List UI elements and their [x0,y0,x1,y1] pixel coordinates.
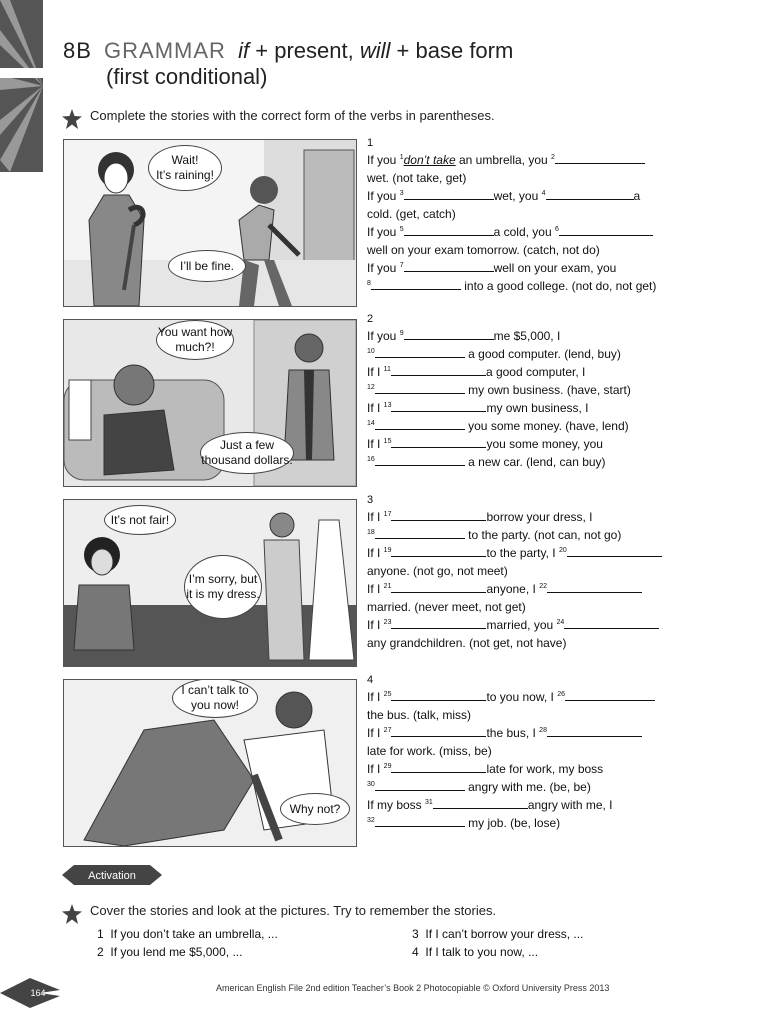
story-line: $^{16}$ a new car. (lend, can buy) [367,455,606,469]
speech-bubble [104,505,176,535]
story-line: $^8$ into a good college. (not do, not get) [367,279,657,293]
page-number-badge [0,978,60,1008]
corner-burst-decoration [0,0,43,172]
answer-blank[interactable] [565,688,655,701]
answer-blank[interactable] [375,345,465,358]
story-line: wet. (not take, get) [367,171,467,185]
instruction-a: Complete the stories with the correct form of the verbs in parentheses. [90,108,495,123]
star-b-icon [62,904,82,924]
grammar-label: GRAMMAR [104,38,226,63]
answer-blank[interactable] [375,417,465,430]
answer-blank[interactable] [391,508,486,521]
page-title [63,38,513,90]
bubble-text: Wait! It’s raining! [156,153,214,182]
story-line: If you $^9$ me $5,000, I [367,329,561,343]
story-line: $^{30}$ angry with me. (be, be) [367,780,591,794]
story-line: If I $^{15}$ you some money, you [367,437,603,451]
recall-item: 1 If you don’t take an umbrella, ... [97,927,278,941]
speech-bubble [148,145,222,191]
story-line: $^{32}$ my job. (be, lose) [367,816,561,830]
answer-blank[interactable] [391,363,486,376]
answer-blank[interactable] [391,544,486,557]
story-line: If I $^{11}$ a good computer, I [367,365,586,379]
story-line: well on your exam tomorrow. (catch, not do) [367,243,600,257]
bubble-text: It’s not fair! [110,512,170,527]
story-line: $^{10}$ a good computer. (lend, buy) [367,347,621,361]
bubble-text: You want how much?! [157,325,233,354]
answer-blank[interactable] [391,580,486,593]
bubble-text: I’ll be fine. [179,258,235,273]
picture-panel-2 [63,319,357,487]
speech-bubble [168,250,246,282]
story-line: If I $^{29}$ late for work, my boss [367,762,604,776]
answer-blank[interactable] [404,327,494,340]
story-line: If I $^{27}$ the bus, I $^{28}$ [367,724,697,742]
section-number: 8B [63,38,92,63]
story-line: If I $^{17}$ borrow your dress, I [367,510,593,524]
recall-item: 2 If you lend me $5,000, ... [97,945,243,959]
answer-blank[interactable] [375,526,465,539]
story-line: any grandchildren. (not get, not have) [367,636,567,650]
example-answer: don’t take [403,153,456,167]
story-line: anyone. (not go, not meet) [367,564,508,578]
answer-blank[interactable] [391,724,486,737]
activation-banner [62,865,162,885]
story-2 [367,313,697,471]
answer-blank[interactable] [391,760,486,773]
story-number: 3 [367,494,374,506]
story-line: $^{14}$ you some money. (have, lend) [367,419,629,433]
answer-blank[interactable] [391,688,486,701]
speech-bubble [184,555,262,619]
answer-blank[interactable] [546,187,634,200]
story-line: If you $^5$ a cold, you $^6$ [367,223,697,241]
story-line: If you $^3$ wet, you $^4$ a [367,189,641,203]
bubble-text: I’m sorry, but it is my dress. [186,572,260,601]
page-subtitle: (first conditional) [106,64,268,89]
bubble-text: Just a few thousand dollars. [201,438,293,467]
story-4 [367,674,697,832]
answer-blank[interactable] [433,796,528,809]
story-1 [367,137,697,295]
answer-blank[interactable] [391,616,486,629]
answer-blank[interactable] [391,435,486,448]
picture-panel-1 [63,139,357,307]
topic-if: if [238,38,250,63]
answer-blank[interactable] [404,223,494,236]
picture-panel-3 [63,499,357,667]
recall-item: 3 If I can’t borrow your dress, ... [412,927,584,941]
story-line: If I $^{23}$ married, you $^{24}$ [367,616,697,634]
answer-blank[interactable] [559,223,653,236]
topic-will: will [359,38,391,63]
answer-blank[interactable] [391,399,486,412]
star-a-icon [62,109,82,129]
story-line: $^{12}$ my own business. (have, start) [367,383,631,397]
story-line: If I $^{25}$ to you now, I $^{26}$ [367,688,697,706]
answer-blank[interactable] [375,381,465,394]
page-number: 164 [30,988,46,998]
answer-blank[interactable] [375,778,465,791]
footer-copyright: American English File 2nd edition Teacher’s Book 2 Photocopiable © Oxford University Press 2013 [216,983,610,993]
speech-bubble [280,793,350,825]
answer-blank[interactable] [567,544,662,557]
bubble-text: I can’t talk to you now! [181,683,249,712]
story-line: married. (never meet, not get) [367,600,526,614]
story-line: If I $^{19}$ to the party, I $^{20}$ [367,544,697,562]
bubble-text: Why not? [289,801,341,816]
story-line: If you $^1$don’t take an umbrella, you $^2$ [367,151,697,169]
speech-bubble [200,432,294,474]
answer-blank[interactable] [404,259,494,272]
story-3 [367,494,697,652]
speech-bubble [156,320,234,360]
story-line: $^{18}$ to the party. (not can, not go) [367,528,622,542]
story-line: If I $^{21}$ anyone, I $^{22}$ [367,580,697,598]
speech-bubble [172,679,258,718]
picture-panel-4 [63,679,357,847]
story-line: If I $^{13}$ my own business, I [367,401,589,415]
topic-mid: + present, [249,38,360,63]
story-line: If you $^7$ well on your exam, you [367,261,617,275]
story-number: 2 [367,313,374,325]
story-line: If my boss $^{31}$ angry with me, I [367,798,613,812]
answer-blank[interactable] [404,187,494,200]
story-line: cold. (get, catch) [367,207,456,221]
answer-blank[interactable] [371,277,461,290]
topic-end: + base form [390,38,514,63]
story-line: late for work. (miss, be) [367,744,492,758]
answer-blank[interactable] [547,724,642,737]
recall-item: 4 If I talk to you now, ... [412,945,539,959]
instruction-b: Cover the stories and look at the pictures. Try to remember the stories. [90,903,497,918]
answer-blank[interactable] [375,814,465,827]
answer-blank[interactable] [555,151,645,164]
answer-blank[interactable] [564,616,659,629]
answer-blank[interactable] [375,453,465,466]
activation-label: Activation [88,870,136,882]
story-line: the bus. (talk, miss) [367,708,472,722]
story-number: 4 [367,674,374,686]
answer-blank[interactable] [547,580,642,593]
story-number: 1 [367,137,374,149]
